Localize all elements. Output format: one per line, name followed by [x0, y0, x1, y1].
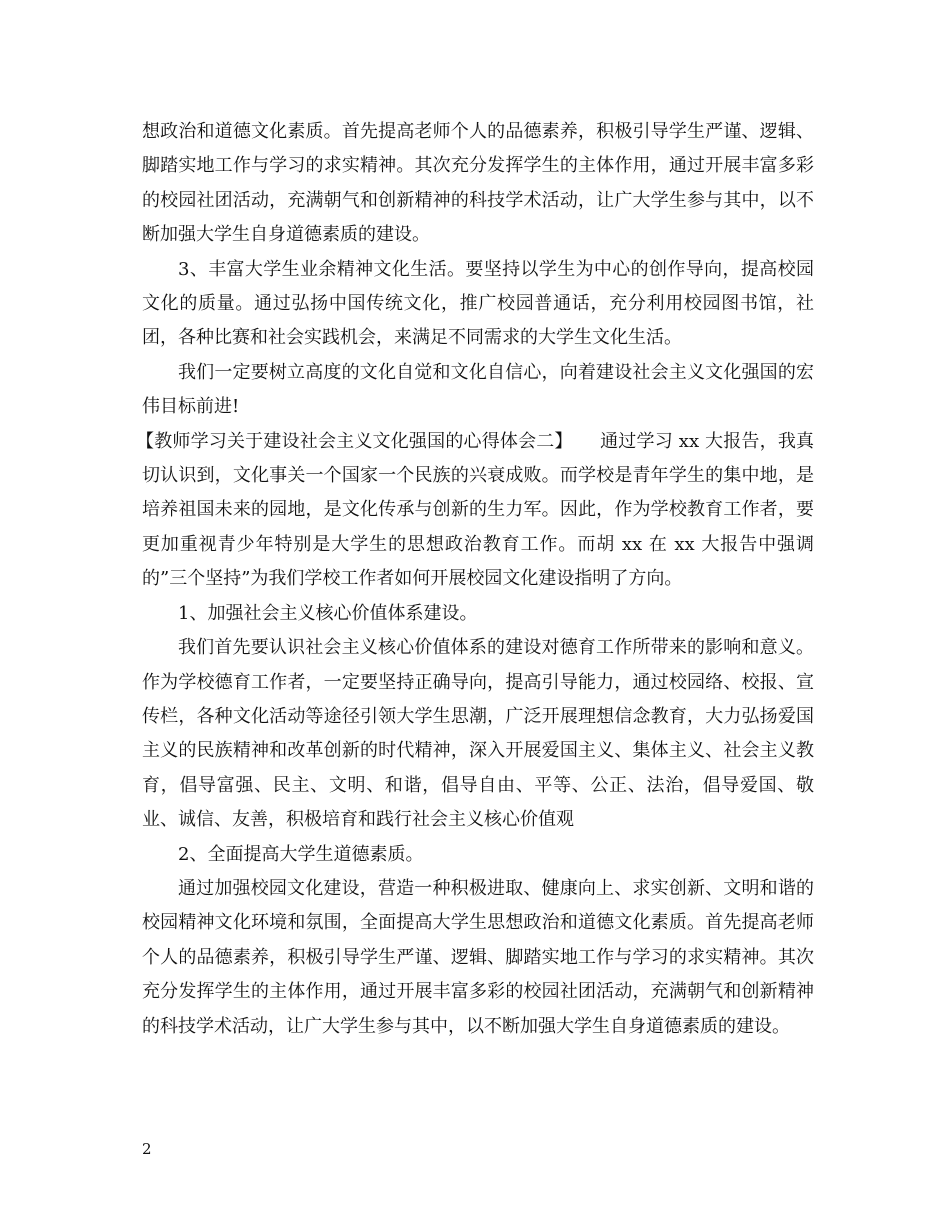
section-heading: 【教师学习关于建设社会主义文化强国的心得体会二】: [136, 430, 564, 452]
paragraph-moral-quality: 通过加强校园文化建设，营造一种积极进取、健康向上、求实创新、文明和谐的校园精神文化环境和氛围，全面提高大学生思想政治和道德文化素质。首先提高老师个人的品德素养，积极引导学生严谨、逻辑、脚踏实地工作与学习的求实精神。其次充分发挥学生的主体作用，通过开展丰富多彩的校园社团活动，充满朝气和创新精神的科技学术活动，让广大学生参与其中，以不断加强大学生自身道德素质的建设。: [142, 877, 814, 1037]
paragraph-conclusion: 我们一定要树立高度的文化自觉和文化自信心，向着建设社会主义文化强国的宏伟目标前进!: [142, 361, 814, 418]
section-heading-gap: [564, 431, 600, 452]
paragraph-core-values: 我们首先要认识社会主义核心价值体系的建设对德育工作所带来的影响和意义。作为学校德育工作者，一定要坚持正确导向，提高引导能力，通过校园络、校报、宣传栏，各种文化活动等途径引领大学生思潮，广泛开展理想信念教育，大力弘扬爱国主义的民族精神和改革创新的时代精神，深入开展爱国主义、集体主义、社会主义教育，倡导富强、民主、文明、和谐，倡导自由、平等、公正、法治，倡导爱国、敬业、诚信、友善，积极培育和践行社会主义核心价值观: [142, 637, 814, 831]
page-number: 2: [142, 1140, 152, 1158]
paragraph-section-two: [136, 425, 815, 597]
paragraph-point-one-title: 1、加强社会主义核心价值体系建设。: [178, 602, 478, 624]
section-intro-text: 通过学习 xx 大报告，我真切认识到，文化事关一个国家一个民族的兴衰成败。而学校是青年学生的集中地，是培养祖国未来的园地，是文化传承与创新的生力军。因此，作为学校教育工作者，要更加重视青少年特别是大学生的思想政治教育工作。而胡 xx 在 xx 大报告中强调的”三个坚持”为我们学校工作者如何开展校园文化建设指明了方向。: [142, 430, 815, 590]
paragraph-enrich-culture: 3、丰富大学生业余精神文化生活。要坚持以学生为中心的创作导向，提高校园文化的质量。通过弘扬中国传统文化，推广校园普通话，充分利用校园图书馆，社团，各种比赛和社会实践机会，来满足不同需求的大学生文化生活。: [142, 258, 814, 349]
paragraph-continuation: 想政治和道德文化素质。首先提高老师个人的品德素养，积极引导学生严谨、逻辑、脚踏实地工作与学习的求实精神。其次充分发挥学生的主体作用，通过开展丰富多彩的校园社团活动，充满朝气和创新精神的科技学术活动，让广大学生参与其中，以不断加强大学生自身道德素质的建设。: [142, 121, 814, 246]
paragraph-point-two-title: 2、全面提高大学生道德素质。: [178, 843, 424, 865]
document-body: [136, 115, 815, 1044]
